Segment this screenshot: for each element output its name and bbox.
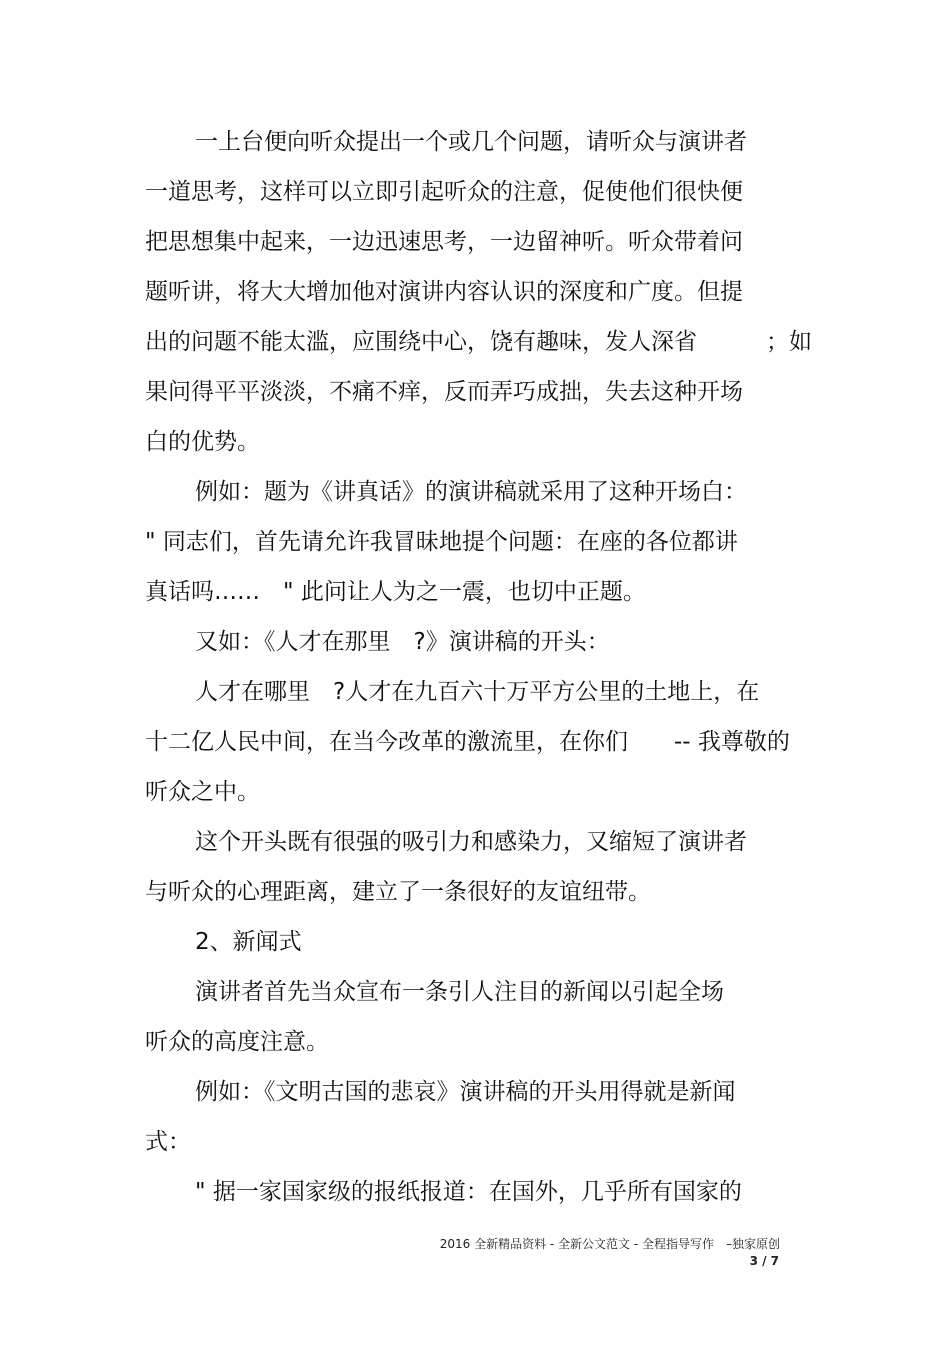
body-line: 把思想集中起来，一边迅速思考，一边留神听。听众带着问 — [145, 229, 743, 255]
body-line: 式： — [145, 1129, 191, 1155]
body-line: " 同志们，首先请允许我冒昧地提个问题：在座的各位都讲 — [145, 529, 738, 555]
body-line: 果问得平平淡淡，不痛不痒，反而弄巧成拙，失去这种开场 — [145, 379, 743, 405]
body-line: 演讲者首先当众宣布一条引人注目的新闻以引起全场 — [195, 979, 724, 1005]
body-line: 例如：题为《讲真话》的演讲稿就采用了这种开场白： — [195, 479, 747, 505]
body-line: 出的问题不能太滥，应围绕中心，饶有趣味，发人深省 ；如 — [145, 329, 812, 355]
body-line: 题听讲，将大大增加他对演讲内容认识的深度和广度。但提 — [145, 279, 743, 305]
body-line: 一上台便向听众提出一个或几个问题，请听众与演讲者 — [195, 129, 747, 155]
body-line: 人才在哪里 ?人才在九百六十万平方公里的土地上，在 — [195, 679, 760, 705]
body-line: 又如：《人才在那里 ?》演讲稿的开头： — [195, 629, 610, 655]
body-line: " 据一家国家级的报纸报道：在国外，几乎所有国家的 — [195, 1179, 742, 1205]
body-line: 真话吗…… " 此问让人为之一震，也切中正题。 — [145, 579, 646, 605]
body-line: 这个开头既有很强的吸引力和感染力，又缩短了演讲者 — [195, 829, 747, 855]
footer-note: 2016 全新精品资料 - 全新公文范文 - 全程指导写作 –独家原创 — [439, 1237, 780, 1251]
body-line: 十二亿人民中间，在当今改革的激流里，在你们 -- 我尊敬的 — [145, 729, 790, 755]
body-line: 听众之中。 — [145, 779, 260, 805]
section-heading: 2、新闻式 — [195, 929, 302, 955]
body-line: 听众的高度注意。 — [145, 1029, 329, 1055]
body-line: 白的优势。 — [145, 429, 260, 455]
page-number: 3 / 7 — [749, 1254, 779, 1268]
body-line: 一道思考，这样可以立即引起听众的注意，促使他们很快便 — [145, 179, 743, 205]
body-line: 与听众的心理距离，建立了一条很好的友谊纽带。 — [145, 879, 651, 905]
body-line: 例如：《文明古国的悲哀》演讲稿的开头用得就是新闻 — [195, 1079, 736, 1105]
